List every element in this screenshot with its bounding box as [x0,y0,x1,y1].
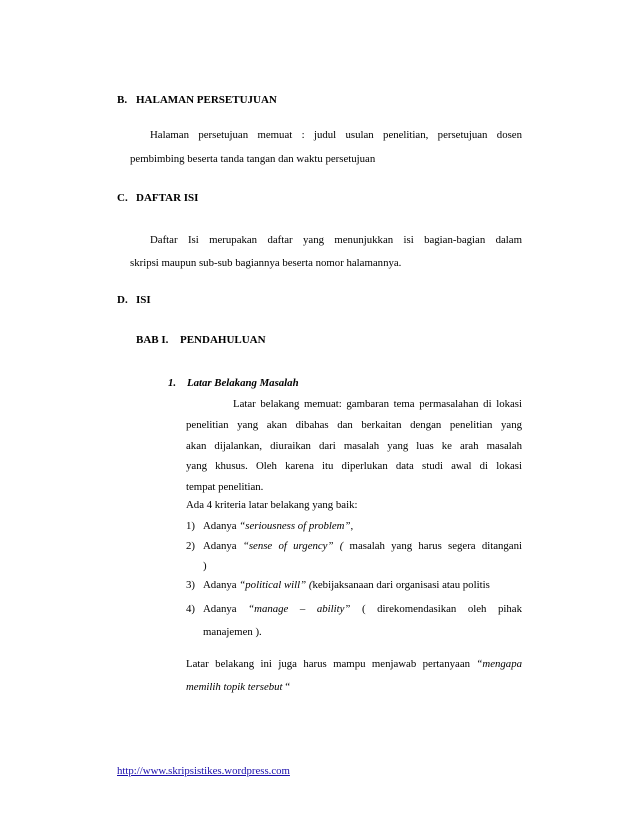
criteria-term: “sense of urgency” ( [242,540,344,552]
criteria-text-end: masalah yang harus segera ditangani [343,540,522,552]
criteria-number: 3) [186,579,195,591]
criteria-text: Adanya [203,603,249,615]
section-c-label: C. [117,192,128,204]
criteria-continuation: manajemen ). [203,626,262,638]
section-c-paragraph-line-1: Daftar Isi merupakan daftar yang menunjukkan isi bagian-bagian dalam [150,234,522,246]
criteria-number: 1) [186,520,195,532]
section-c-title: DAFTAR ISI [136,192,199,204]
section-b-heading [117,93,277,107]
closing-question: “mengapa [476,658,522,670]
section-b-paragraph-line-2: pembimbing beserta tanda tangan dan waktu persetujuan [130,153,376,165]
subsection-paragraph-line: Latar belakang memuat: gambaran tema permasalahan di lokasi [233,398,522,410]
chapter-label: BAB I. [136,334,169,346]
subsection-paragraph-line: akan dijalankan, diuraikan dari masalah yang luas ke arah masalah [186,440,522,452]
criteria-text-end: kebijaksanaan dari organisasi atau politis [312,579,490,591]
closing-line-1 [186,657,522,671]
chapter-title: PENDAHULUAN [180,334,266,346]
section-c-heading [117,191,198,205]
criteria-item [186,578,490,592]
closing-quote: “ [282,681,291,693]
criteria-item [186,602,522,616]
section-d-label: D. [117,294,128,306]
criteria-number: 2) [186,540,195,552]
criteria-item [186,519,353,533]
section-b-title: HALAMAN PERSETUJUAN [136,94,277,106]
closing-text: Latar belakang ini juga harus mampu menjawab pertanyaan [186,658,477,670]
criteria-text: Adanya [203,520,240,532]
criteria-text-end: ( direkomendasikan oleh pihak [350,603,522,615]
closing-line-2 [186,680,290,694]
criteria-term: “manage – ability” [248,603,351,615]
criteria-term: “seriousness of problem” [239,520,351,532]
criteria-intro: Ada 4 kriteria latar belakang yang baik: [186,499,358,511]
subsection-title: Latar Belakang Masalah [187,377,299,389]
section-b-label: B. [117,94,128,106]
criteria-text: Adanya [203,540,243,552]
criteria-item [186,539,522,553]
subsection-paragraph-line: yang khusus. Oleh karena itu diperlukan data studi awal di lokasi [186,460,522,472]
criteria-continuation: ) [203,560,207,572]
footer-website-link[interactable]: http://www.skripsistikes.wordpress.com [117,765,290,777]
chapter-heading [136,333,266,347]
section-c-paragraph-line-2: skripsi maupun sub-sub bagiannya beserta nomor halamannya. [130,257,402,269]
section-b-paragraph-line-1: Halaman persetujuan memuat : judul usulan penelitian, persetujuan dosen [150,129,522,141]
closing-question: memilih topik tersebut [186,681,283,693]
subsection-paragraph-line: penelitian yang akan dibahas dan berkaitan dengan penelitian yang [186,419,522,431]
criteria-text: Adanya [203,579,240,591]
criteria-number: 4) [186,603,195,615]
subsection-heading [168,376,299,390]
section-d-heading [117,293,151,307]
criteria-text-end: , [350,520,354,532]
subsection-paragraph-line: tempat penelitian. [186,481,264,493]
subsection-number: 1. [168,377,177,389]
criteria-term: “political will” ( [239,579,313,591]
section-d-title: ISI [136,294,151,306]
